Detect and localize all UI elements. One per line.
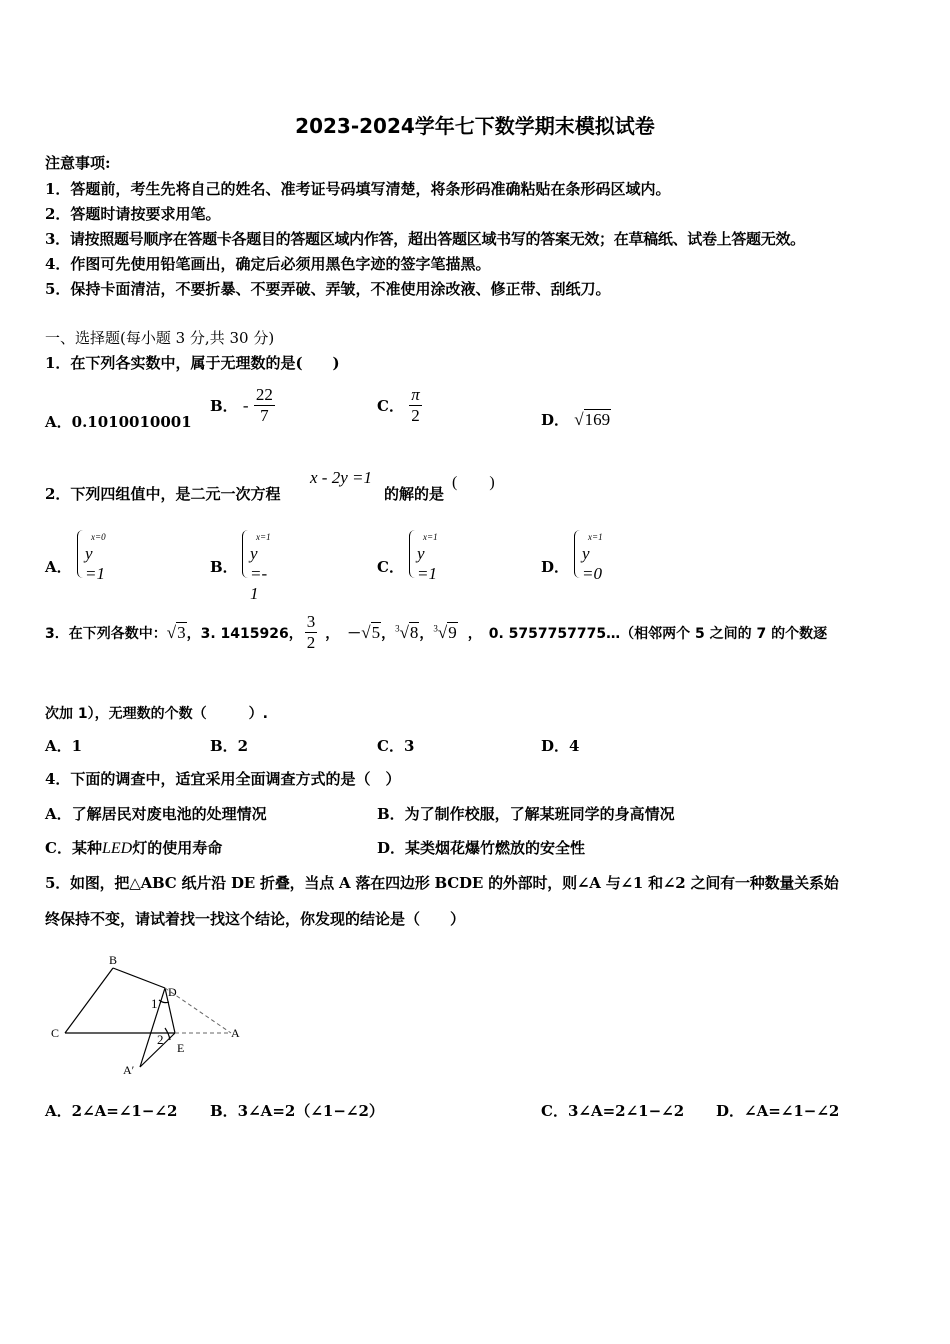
option-label: C．	[377, 558, 404, 576]
q3-option-a: A．1	[45, 737, 83, 755]
q3-line1	[45, 612, 827, 653]
q4-option-b: B．为了制作校服，了解某班同学的身高情况	[377, 805, 675, 823]
fraction: $\frac{\pi}{2}$	[411, 385, 420, 425]
q3-line2: 次加 1），无理数的个数（ ）.	[45, 706, 268, 722]
brace	[242, 530, 249, 578]
q4-option-c	[45, 837, 222, 858]
q2-stem-pre: 2．下列四组值中，是二元一次方程	[45, 485, 281, 503]
brace	[77, 530, 84, 578]
option-label: A．	[45, 413, 72, 431]
option-text: 灯的使用寿命	[132, 839, 223, 857]
option-text: LED	[101, 840, 133, 857]
label-angle-2: 2	[157, 1032, 164, 1047]
q3-option-d: D．4	[541, 737, 580, 755]
q5-option-c: C．3∠A=2∠1−∠2	[541, 1102, 685, 1120]
option-label: D．	[541, 411, 570, 429]
label-a: A	[231, 1026, 240, 1040]
q5-line2: 终保持不变，请试着找一找这个结论，你发现的结论是（ ）	[45, 910, 466, 928]
q4-stem: 4．下面的调查中，适宜采用全面调查方式的是（ ）	[45, 770, 401, 788]
notice-item: 5．保持卡面清洁，不要折暴、不要弄破、弄皱，不准使用涂改液、修正带、刮纸刀。	[45, 280, 611, 298]
q1-option-a	[45, 411, 192, 432]
option-label: B．	[210, 397, 238, 415]
notice-heading: 注意事项:	[45, 154, 111, 172]
label-c: C	[51, 1026, 60, 1040]
edge-bd	[113, 968, 165, 988]
notice-item: 1．答题前，考生先将自己的姓名、准考证号码填写清楚，将条形码准确粘贴在条形码区域内。	[45, 180, 671, 198]
notice-item: 2．答题时请按要求用笔。	[45, 205, 221, 223]
label-a-prime: A′	[123, 1063, 135, 1077]
q2-equation: x - 2y =1	[310, 468, 372, 487]
section-heading: 一、选择题(每小题 3 分,共 30 分)	[45, 329, 275, 347]
notice-item: 4．作图可先使用铅笔画出，确定后必须用黑色字迹的签字笔描黑。	[45, 255, 491, 273]
option-label: A．	[45, 558, 72, 576]
notice-item: 3．请按照题号顺序在答题卡各题目的答题区域内作答，超出答题区域书写的答案无效；在草稿纸、试卷上答题无效。	[45, 230, 805, 248]
q3-stem: 3．在下列各数中：	[45, 625, 167, 642]
option-text: C．某种	[45, 839, 102, 857]
q5-option-a: A．2∠A=∠1−∠2	[45, 1102, 178, 1120]
edge-cb	[65, 968, 113, 1033]
q3-option-c: C．3	[377, 737, 415, 755]
fraction: $\frac{22}{7}$	[255, 385, 273, 425]
q3-tail: ， 0. 5757757775…（相邻两个 5 之间的 7 的个数逐	[467, 625, 828, 642]
page-title: 2023-2024学年七下数学期末模拟试卷	[295, 114, 655, 138]
square-root: √5	[361, 622, 381, 642]
minus-sign: －	[347, 625, 362, 642]
separator: ，	[419, 625, 434, 642]
option-label: D．	[541, 558, 570, 576]
square-root: √3	[166, 622, 186, 642]
angle-2-arc	[165, 1028, 170, 1040]
brace	[574, 530, 581, 578]
label-b: B	[109, 953, 118, 967]
q1-option-b	[210, 385, 275, 426]
q1-option-c	[377, 385, 422, 426]
q5-option-d: D．∠A=∠1−∠2	[716, 1102, 840, 1120]
q5-option-b: B．3∠A=2（∠1−∠2）	[210, 1102, 384, 1120]
q3-number: ，3. 1415926，	[186, 625, 303, 642]
option-label: C．	[377, 397, 404, 415]
brace	[409, 530, 416, 578]
label-angle-1: 1	[151, 996, 158, 1011]
cube-root: $^3$√9	[433, 622, 457, 642]
square-root: √169	[574, 410, 611, 429]
separator: ，	[381, 625, 396, 642]
cube-root: $^3$√8	[395, 622, 419, 642]
q1-option-d	[541, 409, 611, 430]
minus-sign: -	[242, 395, 249, 415]
q3-option-b: B．2	[210, 737, 249, 755]
option-value: 0.1010010001	[71, 413, 192, 431]
q5-line1: 5．如图，把△ABC 纸片沿 DE 折叠，当点 A 落在四边形 BCDE 的外部时，则∠A 与∠1 和∠2 之间有一种数量关系始	[45, 874, 839, 892]
q1-stem: 1．在下列各实数中，属于无理数的是( )	[45, 354, 340, 372]
q4-option-a: A．了解居民对废电池的处理情况	[45, 805, 267, 823]
label-d: D	[168, 985, 177, 999]
option-label: B．	[210, 558, 238, 576]
q2-answer-paren: ( )	[452, 474, 495, 491]
q4-option-d: D．某类烟花爆竹燃放的安全性	[377, 839, 586, 857]
q2-stem-post: 的解的是	[384, 485, 445, 503]
fraction: $\frac{3}{2}$	[306, 612, 316, 652]
separator: ，	[325, 625, 340, 642]
triangle-fold-figure	[45, 950, 255, 1080]
label-e: E	[177, 1041, 185, 1055]
